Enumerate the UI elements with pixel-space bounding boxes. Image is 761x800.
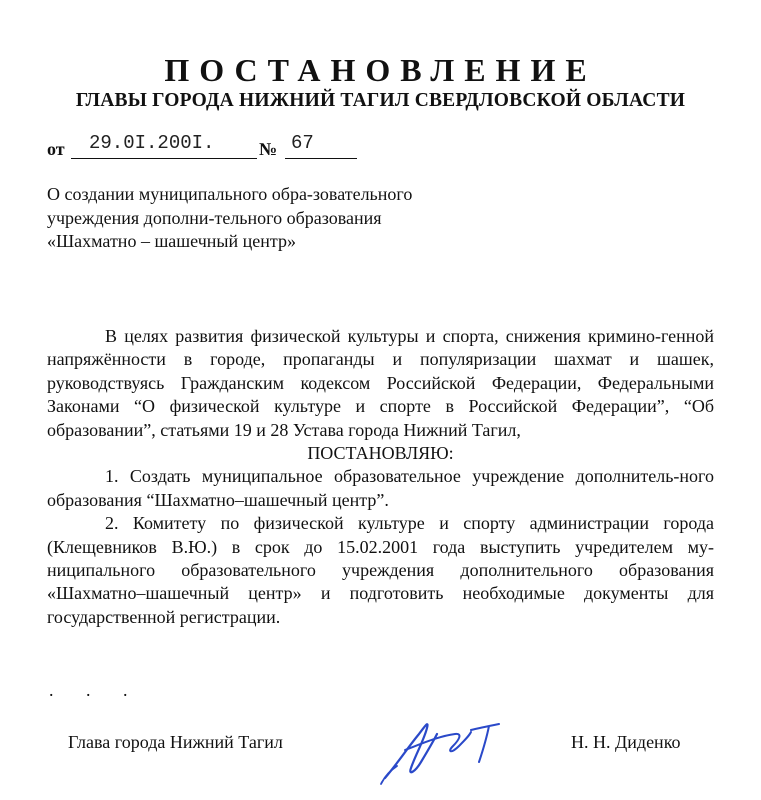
document-subtitle: ГЛАВЫ ГОРОДА НИЖНИЙ ТАГИЛ СВЕРДЛОВСКОЙ ОБЛАСТИ xyxy=(75,90,686,111)
document-subject: О создании муниципального обра-зовательного учреждения дополни-тельного образования «Шахматно – шашечный центр» xyxy=(47,184,413,251)
signer-position: Глава города Нижний Тагил xyxy=(68,732,283,752)
number-label: № xyxy=(259,139,278,159)
document-body xyxy=(47,325,714,629)
decree-heading: ПОСТАНОВЛЯЮ: xyxy=(307,443,454,464)
decree-item-2: 2. Комитету по физической культуре и спорту администрации города (Клещевников В.Ю.) в срок до 15.02.2001 года выступить учредителем му-ниципального образовательного учреждения дополнительного образования «Шахматно–шашечный центр» и подготовить необходимые документы для государственной регистрации. xyxy=(47,513,714,627)
reference-line xyxy=(47,132,377,162)
date-underline xyxy=(71,158,257,159)
handwritten-signature xyxy=(375,706,510,788)
signer-name: Н. Н. Диденко xyxy=(571,732,681,752)
date-label: от xyxy=(47,139,65,159)
document-title: ПОСТАНОВЛЕНИЕ xyxy=(164,52,597,88)
date-value: 29.0I.200I. xyxy=(89,132,215,154)
number-value: 67 xyxy=(291,132,314,154)
preamble-paragraph: В целях развития физической культуры и спорта, снижения кримино-генной напряжённости в городе, пропаганды и популяризации шахмат и шашек, руководствуясь Гражданским кодексом Российской Федерации, Федеральными Законами “О физической культуре и спорте в Российской Федерации”, “Об образовании”, статьями 19 и 28 Устава города Нижний Тагил, xyxy=(47,326,714,440)
ellipsis-mark: . . . xyxy=(49,680,142,700)
decree-item-1: 1. Создать муниципальное образовательное учреждение дополнитель-ного образования “Шахматно–шашечный центр”. xyxy=(47,466,714,510)
number-underline xyxy=(285,158,357,159)
